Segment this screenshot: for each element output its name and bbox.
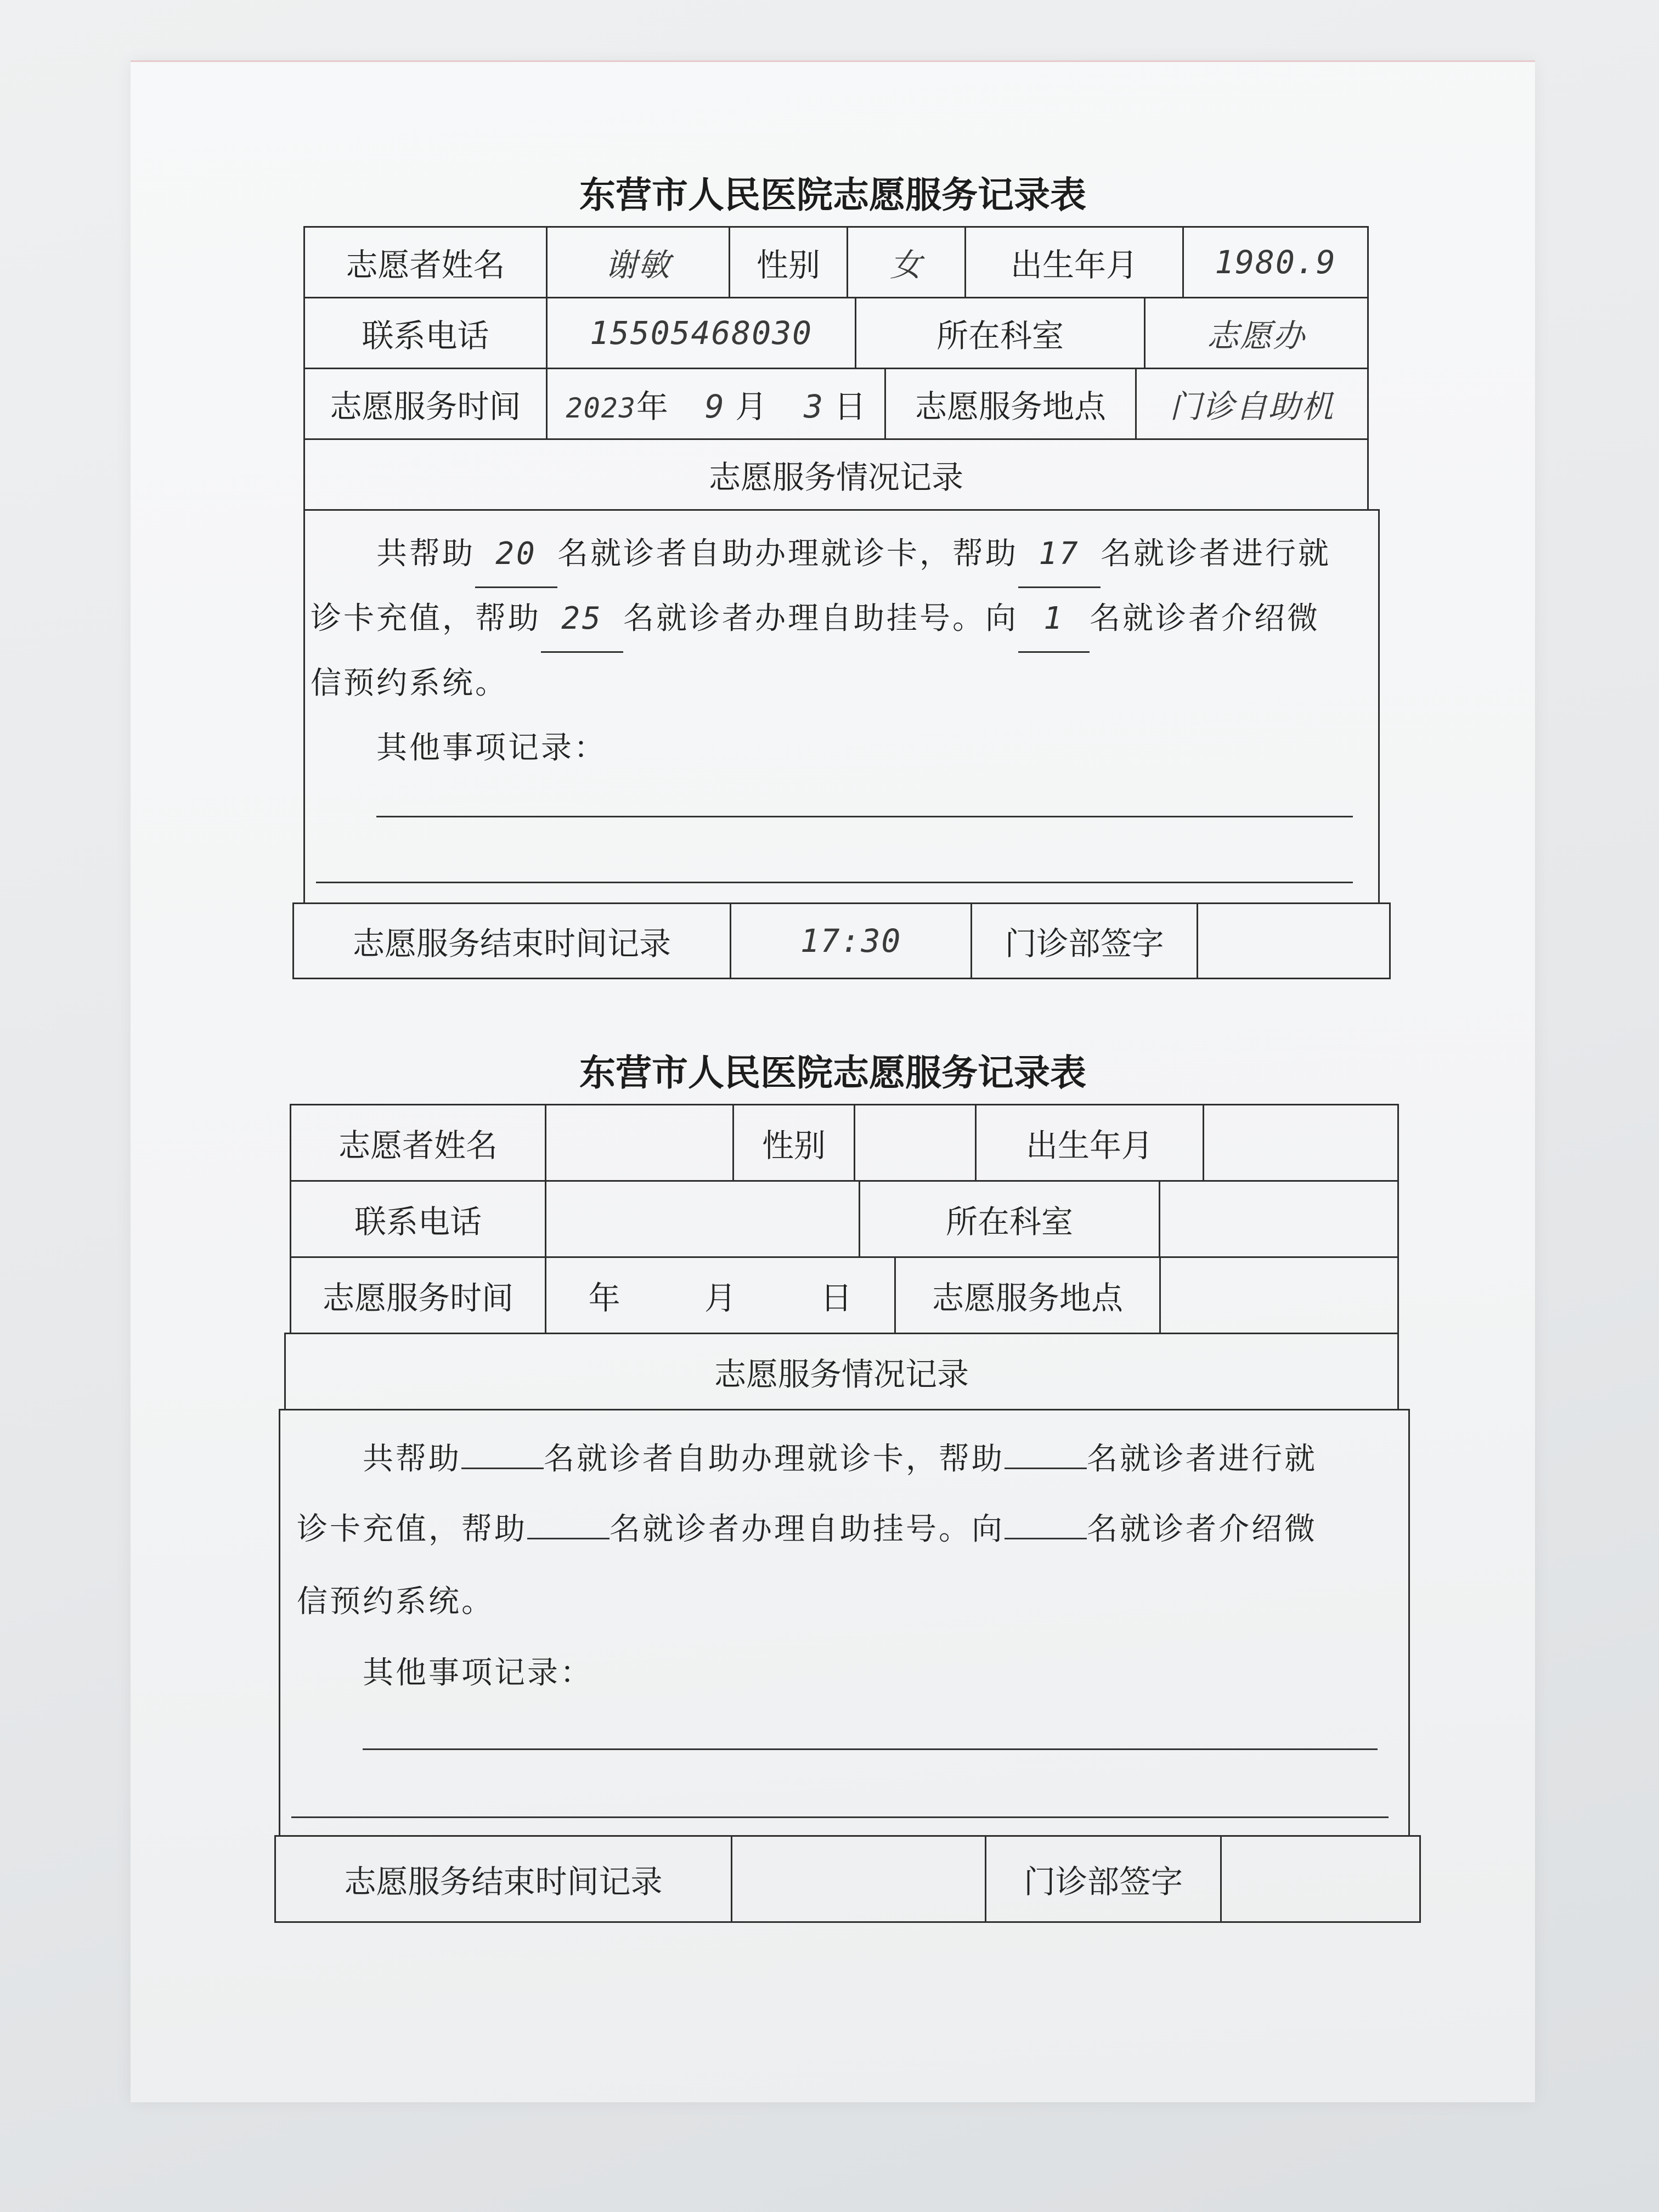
handwritten-month: 9	[704, 388, 725, 425]
label-service-time: 志愿服务时间	[290, 1256, 546, 1334]
form-title: 东营市人民医院志愿服务记录表	[579, 1051, 1086, 1094]
record-line-2: 诊卡充值，帮助 25 名就诊者办理自助挂号。向 1 名就诊者介绍微	[311, 586, 1320, 653]
handwritten-end-time: 17:30	[800, 922, 902, 960]
label-birth: 出生年月	[964, 226, 1184, 298]
month-unit: 月	[704, 1279, 736, 1317]
day-unit: 日	[820, 1279, 853, 1317]
other-notes-line-2[interactable]	[316, 882, 1353, 883]
other-notes-line-1[interactable]	[376, 816, 1353, 817]
volunteer-record-form-2	[131, 939, 1535, 1900]
handwritten-birth: 1980.9	[1215, 244, 1336, 281]
field-volunteer-name[interactable]	[545, 1104, 734, 1182]
label-end-time: 志愿服务结束时间记录	[292, 902, 731, 979]
handwritten-gender: 女	[889, 246, 923, 284]
paper-top-edge	[131, 60, 1535, 62]
count-wechat-intro[interactable]: 1	[1018, 586, 1090, 653]
record-line-1: 共帮助 名就诊者自助办理就诊卡，帮助 名就诊者进行就	[363, 1441, 1317, 1477]
label-clinic-signature: 门诊部签字	[985, 1835, 1222, 1923]
count-new-cards[interactable]	[461, 1468, 544, 1469]
count-new-cards[interactable]: 20	[475, 522, 557, 588]
handwritten-phone: 15505468030	[589, 314, 813, 352]
year-unit: 年	[588, 1279, 620, 1317]
paper-sheet	[131, 61, 1535, 2102]
label-phone: 联系电话	[290, 1180, 546, 1258]
record-line-1: 共帮助 20 名就诊者自助办理就诊卡，帮助 17 名就诊者进行就	[376, 522, 1331, 588]
service-record-box	[279, 1409, 1410, 1837]
label-volunteer-name: 志愿者姓名	[290, 1104, 546, 1182]
field-clinic-signature[interactable]	[1220, 1835, 1421, 1923]
label-department: 所在科室	[855, 297, 1146, 369]
count-self-registration[interactable]: 25	[541, 586, 623, 653]
count-card-topup[interactable]	[1005, 1468, 1087, 1469]
field-service-date[interactable]	[546, 368, 886, 440]
month-unit: 月	[735, 388, 768, 425]
field-end-time[interactable]	[731, 1835, 986, 1923]
label-gender: 性别	[729, 226, 848, 298]
field-service-place[interactable]	[1159, 1256, 1399, 1334]
field-department[interactable]	[1144, 297, 1369, 369]
label-service-time: 志愿服务时间	[303, 368, 548, 440]
field-volunteer-name[interactable]	[546, 226, 730, 298]
handwritten-department: 志愿办	[1206, 317, 1306, 354]
count-wechat-intro[interactable]	[1005, 1538, 1087, 1539]
label-volunteer-name: 志愿者姓名	[303, 226, 548, 298]
service-record-box	[303, 509, 1380, 904]
label-birth: 出生年月	[975, 1104, 1204, 1182]
other-notes-label: 其他事项记录：	[376, 730, 607, 766]
year-unit: 年	[636, 388, 668, 425]
record-line-2: 诊卡充值，帮助 名就诊者办理自助挂号。向 名就诊者介绍微	[297, 1511, 1317, 1547]
field-birth[interactable]	[1182, 226, 1369, 298]
count-card-topup[interactable]: 17	[1018, 522, 1101, 588]
other-notes-line-2[interactable]	[291, 1816, 1389, 1818]
volunteer-record-form-1	[131, 61, 1535, 994]
label-phone: 联系电话	[303, 297, 548, 369]
field-department[interactable]	[1159, 1180, 1399, 1258]
day-unit: 日	[834, 388, 866, 425]
form-title: 东营市人民医院志愿服务记录表	[579, 173, 1086, 216]
other-notes-line-1[interactable]	[363, 1748, 1378, 1750]
label-service-record: 志愿服务情况记录	[303, 438, 1369, 511]
handwritten-year: 2023	[566, 392, 636, 424]
count-self-registration[interactable]	[527, 1538, 610, 1539]
handwritten-day: 3	[804, 388, 825, 425]
label-clinic-signature: 门诊部签字	[970, 902, 1198, 979]
other-notes-label: 其他事项记录：	[363, 1655, 593, 1691]
field-phone[interactable]	[546, 297, 856, 369]
field-service-place[interactable]	[1135, 368, 1369, 440]
label-department: 所在科室	[859, 1180, 1160, 1258]
field-phone[interactable]	[545, 1180, 860, 1258]
record-line-3: 信预约系统。	[297, 1584, 494, 1620]
field-service-date[interactable]	[545, 1256, 896, 1334]
field-birth[interactable]	[1203, 1104, 1399, 1182]
label-gender: 性别	[732, 1104, 855, 1182]
handwritten-place: 门诊自助机	[1169, 388, 1334, 425]
label-service-record: 志愿服务情况记录	[284, 1333, 1399, 1410]
field-gender[interactable]	[847, 226, 966, 298]
label-service-place: 志愿服务地点	[894, 1256, 1161, 1334]
field-gender[interactable]	[854, 1104, 977, 1182]
record-line-3: 信预约系统。	[311, 665, 508, 701]
handwritten-name: 谢敏	[605, 246, 671, 284]
label-end-time: 志愿服务结束时间记录	[274, 1835, 732, 1923]
label-service-place: 志愿服务地点	[884, 368, 1137, 440]
